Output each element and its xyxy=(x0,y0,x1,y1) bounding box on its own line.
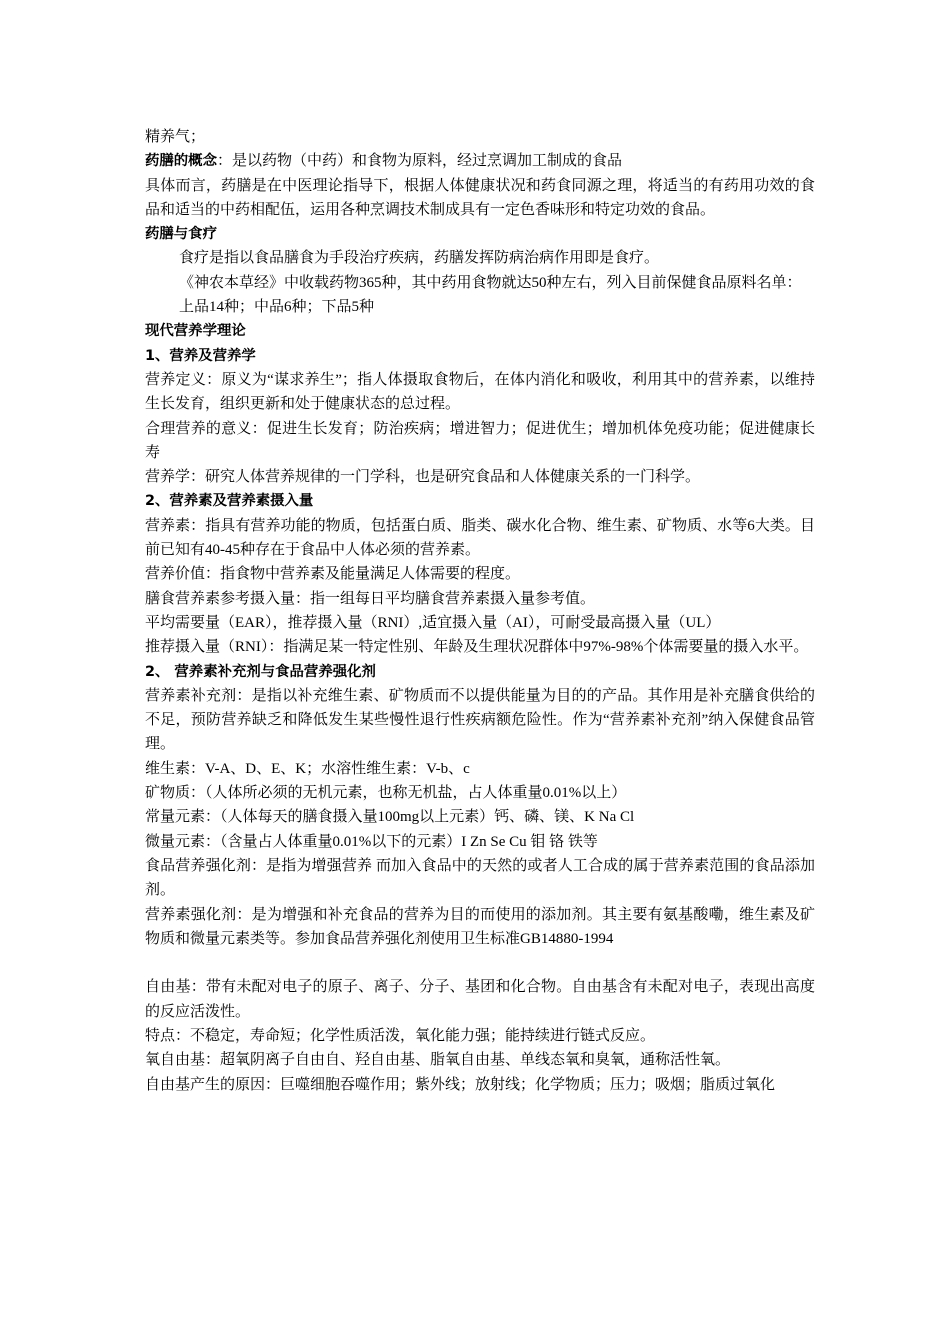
paragraph: 平均需要量（EAR），推荐摄入量（RNI）,适宜摄入量（AI），可耐受最高摄入量（UL） xyxy=(145,614,721,631)
paragraph: 具体而言，药膳是在中医理论指导下，根据人体健康状况和药食同源之理，将适当的有药用功效的食品和适当的中药相配伍，运用各种烹调技术制成具有一定色香味形和特定功效的食品。 xyxy=(145,177,815,218)
term-label: 药膳的概念 xyxy=(145,153,217,170)
paragraph: 上品14种；中品6种；下品5种 xyxy=(179,299,375,316)
paragraph: 食疗是指以食品膳食为手段治疗疾病，药膳发挥防病治病作用即是食疗。 xyxy=(179,250,660,267)
paragraph-yaoshan-concept xyxy=(145,149,815,173)
paragraph: 矿物质：（人体所必须的无机元素，也称无机盐，占人体重量0.01%以上） xyxy=(145,785,627,802)
section-heading: 2、营养素及营养素摄入量 xyxy=(145,493,314,510)
paragraph: 氧自由基：超氧阴离子自由自、羟自由基、脂氧自由基、单线态氧和臭氧，通称活性氧。 xyxy=(145,1052,731,1069)
term-definition: ：是以药物（中药）和食物为原料，经过烹调加工制成的食品 xyxy=(216,153,622,170)
paragraph: 合理营养的意义：促进生长发育；防治疾病；增进智力；促进优生；增加机体免疫功能；促进健康长寿 xyxy=(145,420,815,461)
paragraph: 推荐摄入量（RNI）：指满足某一特定性别、年龄及生理状况群体中97%-98%个体需要量的摄入水平。 xyxy=(145,639,809,656)
paragraph: 《神农本草经》中收载药物365种，其中药用食物就达50种左右，列入目前保健食品原料名单： xyxy=(179,274,802,291)
paragraph: 微量元素：（含量占人体重量0.01%以下的元素）I Zn Se Cu 钼 铬 铁等 xyxy=(145,833,598,850)
paragraph: 营养素补充剂：是指以补充维生素、矿物质而不以提供能量为目的的产品。其作用是补充膳食供给的不足，预防营养缺乏和降低发生某些慢性退行性疾病额危险性。作为“营养素补充剂”纳入保健食品管理。 xyxy=(145,687,815,753)
paragraph: 自由基：带有未配对电子的原子、离子、分子、基团和化合物。自由基含有未配对电子，表现出高度的反应活泼性。 xyxy=(145,979,815,1020)
section-heading: 2、 营养素补充剂与食品营养强化剂 xyxy=(145,663,376,680)
paragraph: 营养素强化剂：是为增强和补充食品的营养为目的而使用的添加剂。其主要有氨基酸嘞，维生素及矿物质和微量元素类等。参加食品营养强化剂使用卫生标准GB14880-1994 xyxy=(145,906,815,947)
paragraph: 营养素：指具有营养功能的物质，包括蛋白质、脂类、碳水化合物、维生素、矿物质、水等6大类。目前已知有40-45种存在于食品中人体必须的营养素。 xyxy=(145,517,815,559)
paragraph: 营养定义：原义为“谋求养生”；指人体摄取食物后，在体内消化和吸收，利用其中的营养素，以维持生长发育，组织更新和处于健康状态的总过程。 xyxy=(145,371,815,413)
paragraph: 常量元素：（人体每天的膳食摄入量100mg以上元素）钙、磷、镁、K Na Cl xyxy=(145,809,635,826)
blank-line xyxy=(145,951,815,975)
paragraph: 特点：不稳定，寿命短；化学性质活泼，氧化能力强；能持续进行链式反应。 xyxy=(145,1027,656,1044)
section-heading: 1、营养及营养学 xyxy=(145,347,256,364)
paragraph: 维生素：V-A、D、E、K；水溶性维生素：V-b、c xyxy=(145,760,470,777)
document-body xyxy=(145,125,815,1097)
paragraph: 自由基产生的原因：巨噬细胞吞噬作用；紫外线；放射线；化学物质；压力；吸烟；脂质过氧化 xyxy=(145,1076,776,1093)
paragraph: 营养价值：指食物中营养素及能量满足人体需要的程度。 xyxy=(145,566,521,583)
paragraph: 膳食营养素参考摄入量：指一组每日平均膳食营养素摄入量参考值。 xyxy=(145,590,596,607)
paragraph: 精养气； xyxy=(145,129,206,145)
section-heading: 现代营养学理论 xyxy=(145,323,246,340)
paragraph: 营养学：研究人体营养规律的一门学科，也是研究食品和人体健康关系的一门科学。 xyxy=(145,469,701,486)
paragraph: 食品营养强化剂：是指为增强营养 而加入食品中的天然的或者人工合成的属于营养素范围的食品添加剂。 xyxy=(145,857,815,899)
section-heading: 药膳与食疗 xyxy=(145,226,217,243)
